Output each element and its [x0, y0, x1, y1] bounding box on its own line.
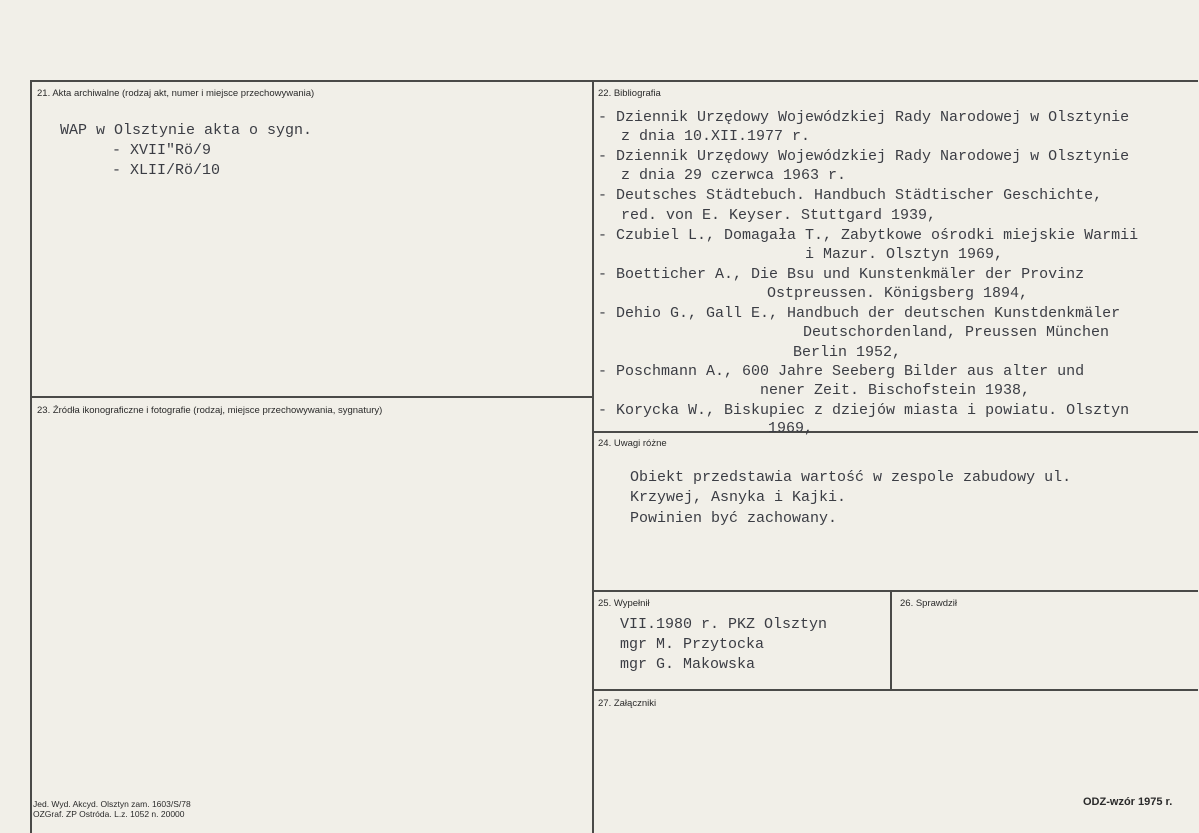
bibliography-line: z dnia 10.XII.1977 r. [621, 128, 811, 145]
field-23-label: 23. Źródła ikonograficzne i fotografie (rodzaj, miejsce przechowywania, sygnatury) [37, 405, 383, 416]
right-rule-25 [592, 590, 1198, 592]
bibliography-line: 1969, [768, 420, 814, 437]
field-21-label: 21. Akta archiwalne (rodzaj akt, numer i miejsce przechowywania) [37, 88, 315, 99]
left-border [30, 80, 32, 833]
top-rule [30, 80, 1198, 82]
notes-line: Krzywej, Asnyka i Kajki. [630, 489, 847, 506]
bibliography-line: Ostpreussen. Königsberg 1894, [767, 285, 1029, 302]
bibliography-line: - Deutsches Städtebuch. Handbuch Städtischer Geschichte, [598, 187, 1103, 204]
bibliography-line: - Dehio G., Gall E., Handbuch der deutschen Kunstdenkmäler [598, 305, 1121, 322]
form-version: ODZ-wzór 1975 r. [1083, 796, 1173, 808]
filled-by-line: mgr G. Makowska [620, 656, 756, 673]
bibliography-line: - Dziennik Urzędowy Wojewódzkiej Rady Narodowej w Olsztynie [598, 109, 1130, 126]
bibliography-line: - Dziennik Urzędowy Wojewódzkiej Rady Narodowej w Olsztynie [598, 148, 1130, 165]
field-25-label: 25. Wypełnił [598, 598, 650, 609]
filled-by-line: mgr M. Przytocka [620, 636, 765, 653]
field-26-label: 26. Sprawdził [900, 598, 958, 609]
right-rule-27 [592, 689, 1198, 691]
bibliography-line: i Mazur. Olsztyn 1969, [805, 246, 1004, 263]
right-rule-24 [592, 431, 1198, 433]
bibliography-line: z dnia 29 czerwca 1963 r. [621, 167, 847, 184]
bibliography-line: - Boetticher A., Die Bsu und Kunstenkmäler der Provinz [598, 266, 1085, 283]
printer-imprint-line-2: OZGraf. ZP Ostróda. L.z. 1052 n. 20000 [33, 809, 185, 819]
left-section-rule [30, 396, 593, 398]
bibliography-line: - Czubiel L., Domagała T., Zabytkowe ośrodki miejskie Warmii [598, 227, 1139, 244]
bibliography-line: Berlin 1952, [793, 344, 902, 361]
bibliography-line: nener Zeit. Bischofstein 1938, [760, 382, 1031, 399]
bibliography-line: - Poschmann A., 600 Jahre Seeberg Bilder aus alter und [598, 363, 1085, 380]
field-24-label: 24. Uwagi różne [598, 438, 667, 449]
printer-imprint-line-1: Jed. Wyd. Akcyd. Olsztyn zam. 1603/S/78 [33, 799, 191, 809]
archive-line: - XVII"Rö/9 [112, 142, 212, 159]
bibliography-line: red. von E. Keyser. Stuttgard 1939, [621, 207, 937, 224]
divider-25-26 [890, 590, 892, 690]
bibliography-line: Deutschordenland, Preussen München [803, 324, 1110, 341]
center-divider [592, 80, 594, 833]
filled-by-line: VII.1980 r. PKZ Olsztyn [620, 616, 828, 633]
notes-line: Powinien być zachowany. [630, 510, 838, 527]
notes-line: Obiekt przedstawia wartość w zespole zabudowy ul. [630, 469, 1072, 486]
bibliography-line: - Korycka W., Biskupiec z dziejów miasta i powiatu. Olsztyn [598, 402, 1130, 419]
archive-line: WAP w Olsztynie akta o sygn. [60, 122, 313, 139]
field-27-label: 27. Załączniki [598, 698, 657, 709]
field-22-label: 22. Bibliografia [598, 88, 661, 99]
archive-line: - XLII/Rö/10 [112, 162, 221, 179]
